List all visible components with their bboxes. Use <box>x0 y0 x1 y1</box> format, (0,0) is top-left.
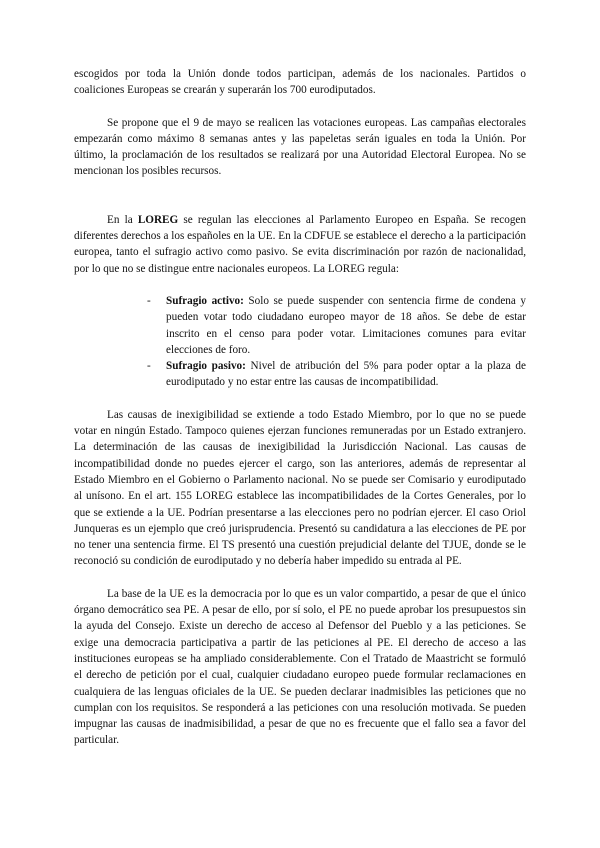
paragraph-democracy-petitions: La base de la UE es la democracia por lo que es un valor compartido, a pesar de que el único órgano democrático sea PE. A pesar de ello, por sí solo, el PE no puede aprobar los presupuestos sin la ayuda del Consejo. Existe un derecho de acceso al Defensor del Pueblo y a las peticiones. Se exige una democracia participativa a partir de las peticiones al PE. El derecho de acceso a las instituciones europeas se ha ampliado considerablemente. Con el Tratado de Maastricht se formuló el derecho de petición por el cual, cualquier ciudadano europeo puede formular reclamaciones en cualquiera de las lenguas oficiales de la UE. Se pueden declarar inadmisibles las peticiones que no cumplan con los requisitos. Se responderá a las peticiones con una resolución motivada. Se pueden impugnar las causas de inadmisibilidad, a pesar de que no es frecuente que el fallo sea a favor del particular. <box>74 587 526 747</box>
paragraph-loreg <box>74 212 526 277</box>
loreg-intro: En la <box>107 213 138 226</box>
loreg-term: LOREG <box>137 213 179 226</box>
paragraph-ineligibility: Las causas de inexigibilidad se extiende a todo Estado Miembro, por lo que no se puede votar en ningún Estado. Tampoco quienes ejerzan funciones remuneradas por un Estado extranjero. La determinación de las causas de inexigibilidad la Jurisdicción Nacional. Las causas de incompatibilidad donde no puedes ejercer el cargo, son las anteriores, además de representar al Estado Miembro en el Gobierno o Parlamento nacional. No se puede ser Comisario y eurodiputado al unísono. En el art. 155 LOREG establece las incompatibilidades de la Cortes Generales, por lo que se extiende a la UE. Podrían presentarse a las elecciones pero no podrían ejercer. El caso Oriol Junqueras es un ejemplo que creó jurisprudencia. Presentó su candidatura a las elecciones de PE por no tener una sentencia firme. El TS presentó una cuestión prejudicial delante del TJUE, donde se le reconoció su condición de eurodiputado y no debería haber impedido su entrada al PE. <box>74 408 526 568</box>
document-body <box>74 66 526 749</box>
list-item-term: Sufragio pasivo: <box>166 360 246 373</box>
paragraph-european-elections: Se propone que el 9 de mayo se realicen las votaciones europeas. Las campañas electorales empezarán como máximo 8 semanas antes y las papeletas serán iguales en toda la Unión. Por último, la proclamación de los resultados se realizará por una Autoridad Electoral Europea. No se mencionan los posibles recursos. <box>74 116 526 178</box>
list-item-text: Solo se puede suspender con sentencia firme de condena y pueden votar todo ciudadano europeo mayor de 18 años. Se debe de estar inscrito en el censo para poder votar. Limitaciones comunes para evitar elecciones de foro. <box>166 294 526 356</box>
list-item-term: Sufragio activo: <box>166 294 244 307</box>
list-bullet: - <box>147 294 151 307</box>
list-item-text: Nivel de atribución del 5% para poder optar a la plaza de eurodiputado y no estar entre las causas de incompatibilidad. <box>166 360 526 389</box>
paragraph-union-parties: escogidos por toda la Unión donde todos participan, además de los nacionales. Partidos o coaliciones Europeas se crearán y superarán los 700 eurodiputados. <box>74 68 526 97</box>
loreg-text: se regulan las elecciones al Parlamento Europeo en España. Se recogen diferentes derechos a los españoles en la UE. En la CDFUE se establece el derecho a la participación europea, tanto el sufragio activo como pasivo. Se evita discriminación por razón de nacionalidad, por lo que no se distingue entre nacionales europeos. La LOREG regula: <box>74 213 526 275</box>
list-item-passive-suffrage <box>147 358 526 391</box>
suffrage-list <box>74 293 526 391</box>
list-bullet: - <box>147 360 151 373</box>
list-item-active-suffrage <box>147 293 526 358</box>
